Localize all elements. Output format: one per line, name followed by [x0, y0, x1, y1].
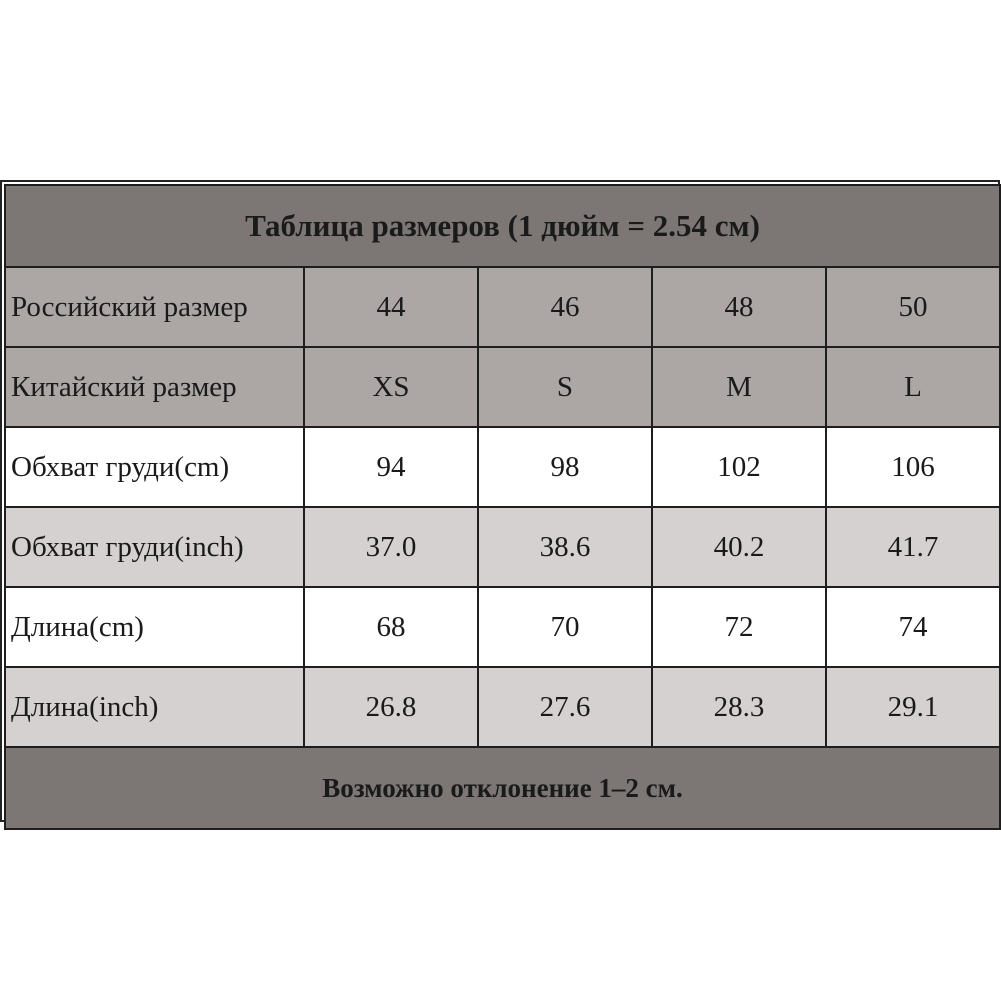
- row-label: Обхват груди(inch): [5, 507, 304, 587]
- table-row-chest-inch: [5, 507, 1000, 587]
- table-cell: 50: [826, 267, 1000, 347]
- table-row-length-inch: [5, 667, 1000, 747]
- table-cell: 102: [652, 427, 826, 507]
- row-label: Длина(inch): [5, 667, 304, 747]
- table-cell: 70: [478, 587, 652, 667]
- table-cell: 28.3: [652, 667, 826, 747]
- table-cell: 38.6: [478, 507, 652, 587]
- table-row-length-cm: [5, 587, 1000, 667]
- table-cell: 27.6: [478, 667, 652, 747]
- table-cell: 48: [652, 267, 826, 347]
- table-cell: 72: [652, 587, 826, 667]
- table-cell: 29.1: [826, 667, 1000, 747]
- table-cell: M: [652, 347, 826, 427]
- table-cell: 26.8: [304, 667, 478, 747]
- row-label: Китайский размер: [5, 347, 304, 427]
- table-row-chest-cm: [5, 427, 1000, 507]
- table-cell: XS: [304, 347, 478, 427]
- table-cell: 37.0: [304, 507, 478, 587]
- table-cell: 94: [304, 427, 478, 507]
- size-table: [4, 184, 1001, 830]
- table-cell: 68: [304, 587, 478, 667]
- table-row-chinese-size: [5, 347, 1000, 427]
- table-row-russian-size: [5, 267, 1000, 347]
- title-row: [5, 185, 1000, 267]
- table-cell: 106: [826, 427, 1000, 507]
- table-cell: 98: [478, 427, 652, 507]
- table-cell: 40.2: [652, 507, 826, 587]
- size-chart: [0, 180, 1000, 822]
- table-cell: 44: [304, 267, 478, 347]
- table-cell: 74: [826, 587, 1000, 667]
- table-cell: 41.7: [826, 507, 1000, 587]
- row-label: Обхват груди(cm): [5, 427, 304, 507]
- deviation-note: Возможно отклонение 1–2 см.: [5, 747, 1000, 829]
- size-chart-title: Таблица размеров (1 дюйм = 2.54 см): [5, 185, 1000, 267]
- table-cell: L: [826, 347, 1000, 427]
- table-cell: S: [478, 347, 652, 427]
- row-label: Российский размер: [5, 267, 304, 347]
- footer-row: [5, 747, 1000, 829]
- table-cell: 46: [478, 267, 652, 347]
- row-label: Длина(cm): [5, 587, 304, 667]
